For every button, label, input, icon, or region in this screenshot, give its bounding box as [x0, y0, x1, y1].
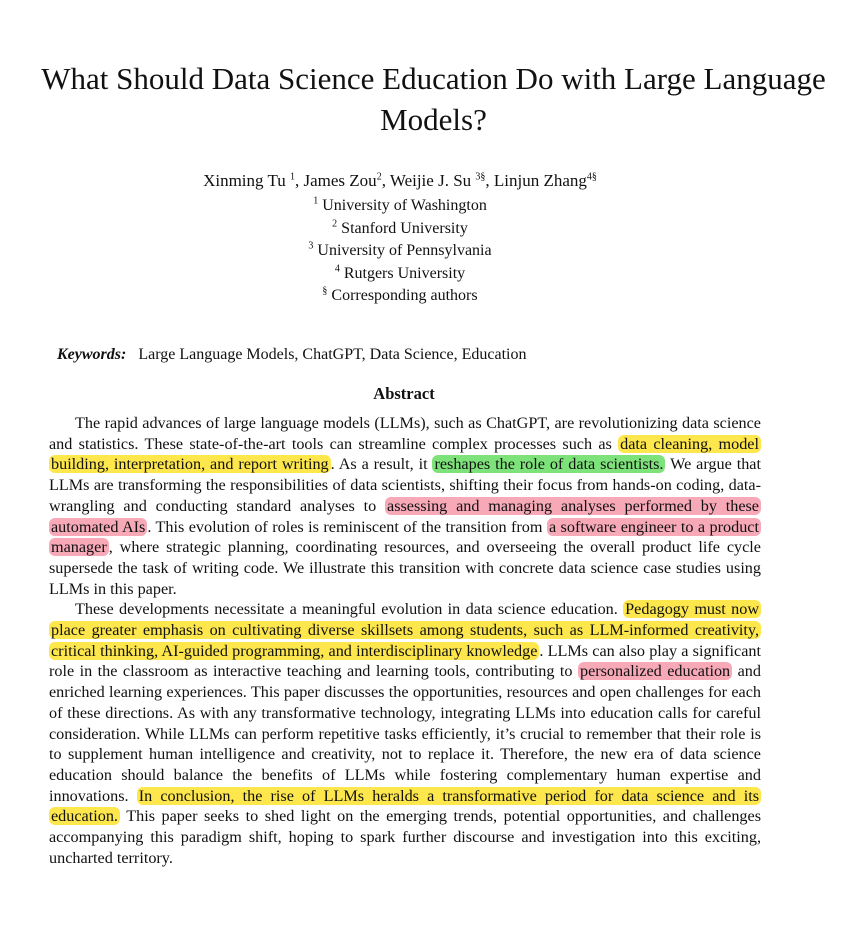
keywords-label: Keywords:	[57, 346, 127, 363]
abstract-text: This paper seeks to shed light on the emerging trends, potential opportunities, and challenges accompanying this paradigm shift, hoping to spark further discourse and investigation into this exciting, uncharted territory.	[49, 807, 761, 867]
abstract-text: We argue that LLMs are transforming the responsibilities of data scientists, shifting their focus from hands-on coding, data-wrangling and conducting standard analyses to	[49, 455, 761, 515]
abstract-text: , where strategic planning, coordinating resources, and overseeing the overall product life cycle supersede the task of writing code. We illustrate this transition with concrete data science case studies using LLMs in this paper.	[49, 538, 761, 598]
highlight-pink: personalized education	[579, 662, 731, 681]
abstract-heading: Abstract	[373, 384, 435, 403]
author-name: Xinming Tu	[203, 171, 290, 190]
highlight-yellow: data cleaning, model building, interpretation, and report writing	[51, 434, 759, 474]
author-affil-mark: 4§	[586, 171, 597, 183]
affiliation-text: Corresponding authors	[327, 287, 478, 304]
author-affil-mark: 3§	[475, 171, 486, 183]
affiliation	[0, 218, 800, 241]
affiliation-mark: §	[322, 285, 328, 297]
abstract-paragraph	[49, 599, 761, 868]
abstract-text: The rapid advances of large language models (LLMs), such as ChatGPT, are revolutionizing data science and statistics. These state-of-the-art tools can streamline complex processes such as	[49, 414, 761, 453]
affiliation-list	[0, 195, 800, 308]
author-affil-mark: 2	[376, 171, 382, 183]
author-name: , James Zou	[295, 171, 377, 190]
paper-title: What Should Data Science Education Do with Large Language Models?	[41, 61, 826, 137]
affiliation-mark: 3	[308, 240, 314, 252]
author-name: , Weijie J. Su	[381, 171, 476, 190]
author-affil-mark: 1	[290, 171, 295, 183]
highlight-pink: assessing and managing analyses performed by these automated AIs	[51, 496, 759, 536]
affiliation-text: Rutgers University	[339, 264, 466, 282]
affiliation-text: Stanford University	[337, 219, 468, 237]
highlight-green: reshapes the role of data scientists.	[434, 455, 664, 474]
author-list	[0, 170, 800, 192]
author-name: , Linjun Zhang	[485, 171, 587, 190]
keywords-line	[57, 345, 527, 365]
abstract-text: . This evolution of roles is reminiscent of the transition from	[147, 517, 547, 536]
highlight-yellow: In conclusion, the rise of LLMs heralds a transformative period for data science and its education.	[51, 786, 759, 826]
affiliation-text: University of Washington	[318, 197, 487, 214]
affiliation	[0, 195, 800, 218]
highlight-yellow: Pedagogy must now place greater emphasis on cultivating diverse skillsets among students, such as LLM-informed creativity, critical thinking, AI-guided programming, and interdisciplinary knowledge	[51, 600, 760, 660]
affiliation	[0, 263, 800, 286]
affiliation-text: University of Pennsylvania	[313, 242, 492, 259]
abstract-body	[49, 413, 761, 868]
affiliation-mark: 1	[313, 195, 319, 207]
abstract-text: These developments necessitate a meaningful evolution in data science education.	[75, 600, 624, 619]
abstract-text: . As a result, it	[330, 455, 433, 474]
abstract-text: and enriched learning experiences. This paper discusses the opportunities, resources and open challenges for each of these directions. As with any transformative technology, integrating LLMs into education calls for careful consideration. While LLMs can perform repetitive tasks efficiently, it’s crucial to remember that their role is to supplement human intelligence and creativity, not to replace it. Therefore, the new era of data science education should balance the benefits of LLMs while fostering complementary human expertise and innovations.	[49, 662, 761, 805]
affiliation-mark: 4	[334, 263, 340, 275]
abstract-text: . LLMs can also play a significant role in the classroom as interactive teaching and learning tools, contributing to	[49, 641, 761, 681]
abstract-paragraph	[49, 413, 761, 599]
affiliation-mark: 2	[332, 218, 338, 230]
affiliation	[0, 285, 800, 308]
highlight-pink: a software engineer to a product manager	[51, 517, 759, 557]
affiliation	[0, 240, 800, 263]
keywords-text: Large Language Models, ChatGPT, Data Science, Education	[138, 346, 527, 363]
